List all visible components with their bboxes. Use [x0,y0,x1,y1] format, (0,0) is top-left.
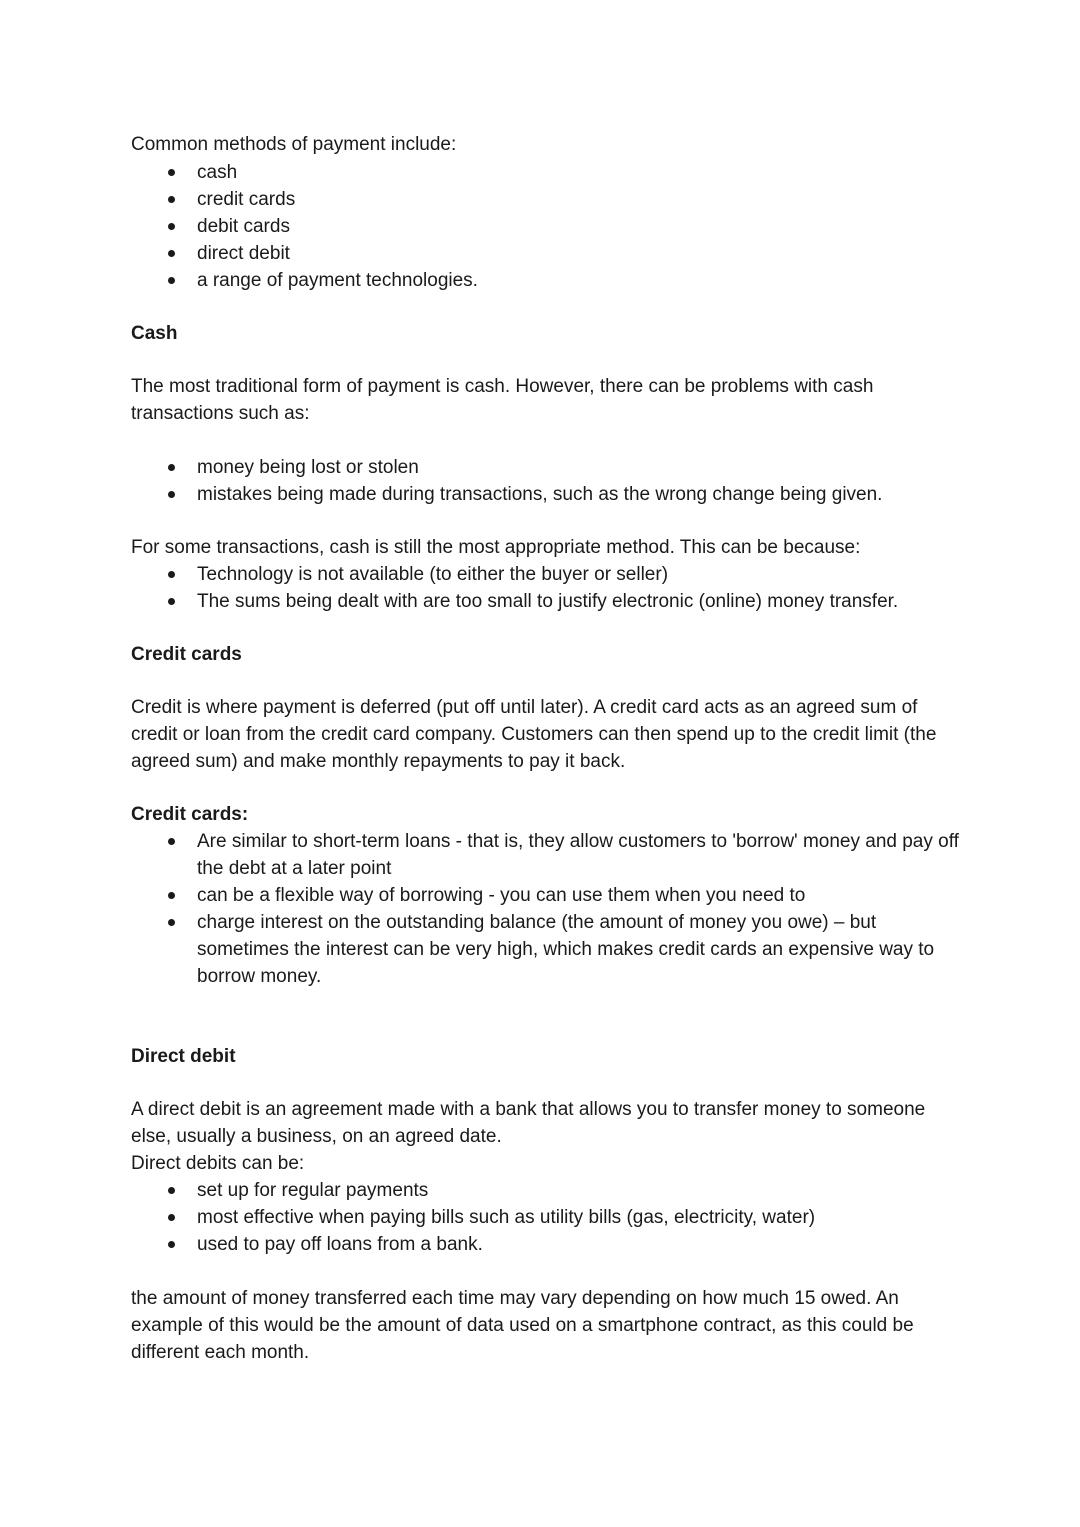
credit-subheading: Credit cards: [131,804,249,825]
list-item: debit cards [197,213,960,240]
intro-text: Common methods of payment include: [131,134,457,155]
list-item: credit cards [197,186,960,213]
cash-reasons-list [131,561,960,615]
payment-methods-list [131,159,960,294]
cash-problems-list [131,454,960,508]
list-item: set up for regular payments [197,1177,960,1204]
list-item: can be a flexible way of borrowing - you can use them when you need to [197,882,960,909]
credit-points-list [131,828,960,990]
direct-debit-can-be: Direct debits can be: [131,1153,305,1174]
list-item: Technology is not available (to either the buyer or seller) [197,561,960,588]
list-item: used to pay off loans from a bank. [197,1231,960,1258]
list-item: mistakes being made during transactions, such as the wrong change being given. [197,481,960,508]
list-item: direct debit [197,240,960,267]
list-item: The sums being dealt with are too small to justify electronic (online) money transfer. [197,588,960,615]
cash-appropriate-text: For some transactions, cash is still the most appropriate method. This can be because: [131,537,861,558]
direct-debit-points-list [131,1177,960,1258]
credit-heading: Credit cards [131,644,242,665]
list-item: charge interest on the outstanding balance (the amount of money you owe) – but sometimes the interest can be very high, which makes credit cards an expensive way to borrow money. [197,909,960,990]
list-item: Are similar to short-term loans - that is, they allow customers to 'borrow' money and pay off the debt at a later point [197,828,960,882]
direct-debit-final-paragraph: the amount of money transferred each time may vary depending on how much 15 owed. An example of this would be the amount of data used on a smartphone contract, as this could be different each month. [131,1288,914,1363]
cash-paragraph: The most traditional form of payment is cash. However, there can be problems with cash transactions such as: [131,376,874,424]
list-item: most effective when paying bills such as utility bills (gas, electricity, water) [197,1204,960,1231]
cash-heading: Cash [131,323,178,344]
credit-paragraph: Credit is where payment is deferred (put off until later). A credit card acts as an agreed sum of credit or loan from the credit card company. Customers can then spend up to the credit limit (the agreed sum) and make monthly repayments to pay it back. [131,697,937,772]
direct-debit-paragraph: A direct debit is an agreement made with a bank that allows you to transfer money to someone else, usually a business, on an agreed date. [131,1099,926,1147]
direct-debit-heading: Direct debit [131,1046,236,1067]
list-item: money being lost or stolen [197,454,960,481]
list-item: a range of payment technologies. [197,267,960,294]
list-item: cash [197,159,960,186]
